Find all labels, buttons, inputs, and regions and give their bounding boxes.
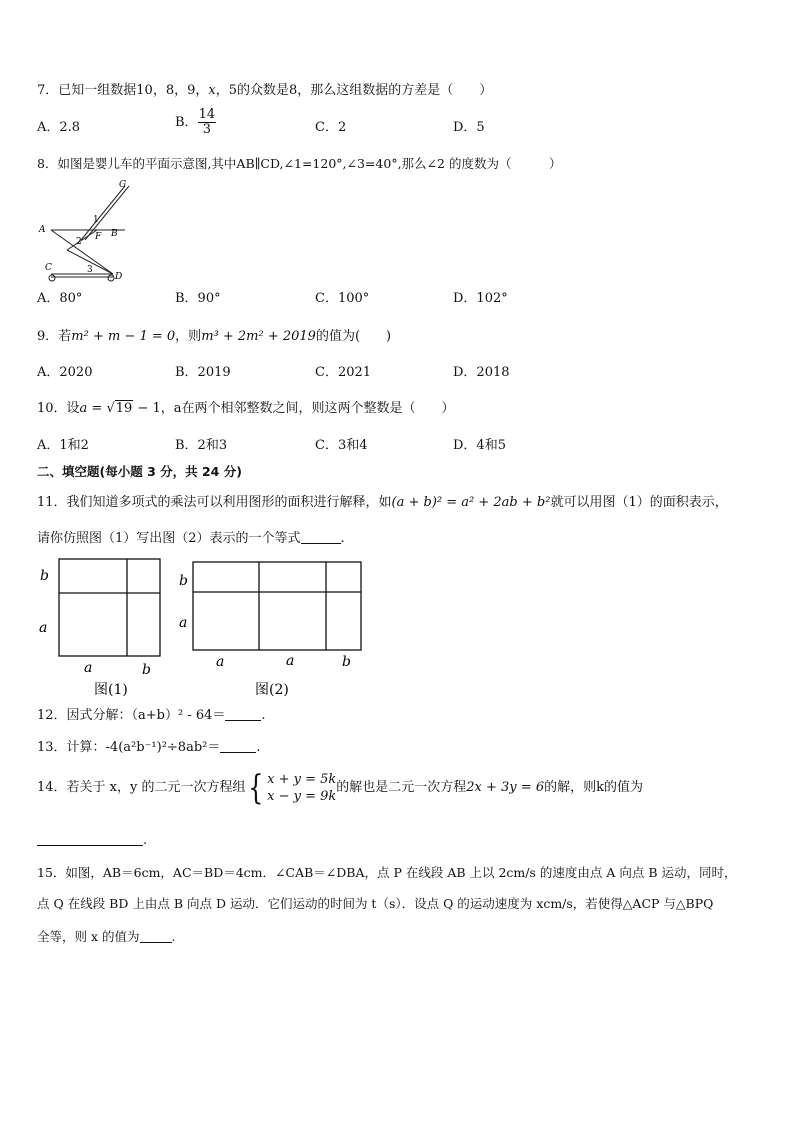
q8-stem: 8．如图是婴儿车的平面示意图,其中AB∥CD,∠1=120°,∠3=40°,那么∠2 的度数为（ ） [37,156,562,171]
q9-option-a: A．2020 [37,365,93,380]
section-fill-in-title: 二、填空题(每小题 3 分，共 24 分) [37,464,242,479]
q10-stem-suffix: ，a在两个相邻整数之间，则这两个整数是（ ） [160,401,455,416]
q14-stem-suffix: 的解，则k的值为 [544,780,643,795]
q14-answer-blank[interactable] [37,833,143,846]
q14-equation-1: x + y = 5k [267,771,337,787]
q15-line2: 点 Q 在线段 BD 上由点 B 向点 D 运动．它们运动的时间为 t（s）．设点 Q 的运动速度为 xcm/s，若使得△ACP 与△BPQ [37,896,714,911]
fig1-label-b-bottom: b [142,662,151,678]
q10-expr-a: a = [79,401,107,416]
q13-stem-text: 13．计算：-4(a²b⁻¹)²÷8ab²＝ [37,740,221,755]
fig2-label-b-bottom: b [342,654,351,670]
fig1-label-b-left: b [40,568,49,584]
q10-option-a: A．1和2 [37,438,89,453]
q14-stem [37,768,643,808]
fig1-label-a-left: a [39,620,48,636]
q12-stem [37,707,266,725]
q11-formula: (a + b)² = a² + 2ab + b² [391,495,551,510]
q9-option-d: D．2018 [453,365,510,380]
q10-option-d: D．4和5 [453,438,506,453]
q8-wheel-d [108,275,114,281]
q7-fraction-denominator: 3 [202,122,211,137]
fig1-outer-rect [59,559,160,656]
q8-line-fd [67,230,97,250]
q8-option-c: C．100° [315,291,370,306]
sqrt-icon: √ [106,401,115,416]
q7-stem-text-2: ，5的众数是8，那么这组数据的方差是（ ） [215,83,493,98]
q8-label-angle-2: 2 [76,237,82,247]
q11-line2-text: 请你仿照图（1）写出图（2）表示的一个等式 [37,531,301,546]
q14-equation-system [267,771,336,805]
q7-option-a: A．2.8 [37,120,81,135]
q7-variable: x [208,83,216,98]
q15-line3 [37,928,175,946]
q8-option-d: D．102° [453,291,508,306]
q14-equation-3: 2x + 3y = 6 [466,780,545,795]
q14-end: . [143,833,148,848]
fig2-label-a-left: a [179,615,188,631]
q7-option-d: D．5 [453,120,485,135]
q13-stem [37,739,261,757]
q11-answer-blank[interactable] [301,531,341,544]
q10-option-c: C．3和4 [315,438,368,453]
q7-option-b-fraction [198,108,217,137]
q11-stem-line1 [37,494,728,512]
q10-sqrt-value: 19 [115,401,133,416]
q15-answer-blank[interactable] [140,930,172,943]
fig2-label-a-bottom-2: a [286,653,295,669]
q10-expr-tail: − 1 [133,401,161,416]
q8-label-g: G [119,180,127,190]
q8-label-d: D [115,272,123,282]
q11-stem-line2 [37,530,345,548]
q11-figure-2 [176,556,366,702]
q8-label-f: F [95,232,102,242]
q8-label-b: B [111,229,118,239]
q14-equation-2: x − y = 9k [267,788,337,804]
q12-end: . [261,708,266,723]
q14-stem-prefix: 14．若关于 x，y 的二元一次方程组 [37,780,246,795]
q8-wheel-c [49,275,55,281]
q8-option-b: B．90° [175,291,221,306]
q8-label-c: C [45,263,52,273]
q11-line2-end: . [340,531,345,546]
q7-option-c: C．2 [315,120,347,135]
q11-figure-1 [37,556,167,702]
q8-line-af [51,230,113,274]
q14-stem-mid: 的解也是二元一次方程 [336,780,467,795]
q8-label-angle-3: 3 [87,265,93,275]
q8-stroller-figure [37,178,137,286]
q7-option-b [175,108,216,137]
q7-stem [37,82,492,100]
q15-line1: 15．如图，AB＝6cm，AC＝BD＝4cm．∠CAB＝∠DBA，点 P 在线段 AB 上以 2cm/s 的速度由点 A 向点 B 运动，同时， [37,865,737,880]
q9-expression: m³ + 2m² + 2019 [201,329,316,344]
q9-equation: m² + m − 1 = 0 [71,329,176,344]
fig1-caption: 图(1) [94,682,128,698]
q8-option-a: A．80° [37,291,83,306]
q9-stem [37,328,391,346]
fig2-caption: 图(2) [255,682,289,698]
q9-option-b: B．2019 [175,365,231,380]
q13-end: . [256,740,261,755]
q7-stem-text: 7．已知一组数据10，8，9， [37,83,209,98]
q9-stem-suffix: 的值为( ) [315,329,392,344]
q13-answer-blank[interactable] [220,740,256,753]
q8-label-angle-1: 1 [93,215,99,225]
q12-stem-text: 12．因式分解：（a+b）² - 64＝ [37,708,226,723]
q11-stem-prefix: 11．我们知道多项式的乘法可以利用图形的面积进行解释，如 [37,495,392,510]
q11-stem-suffix: 就可以用图（1）的面积表示， [550,495,728,510]
q15-line3-prefix: 全等，则 x 的值为 [37,929,140,944]
fig2-outer-rect [193,562,361,650]
q7-option-b-prefix: B． [175,115,198,130]
fig2-label-b-left: b [179,573,188,589]
q8-handle-g [85,186,129,240]
q12-answer-blank[interactable] [225,708,261,721]
q15-line3-end: . [171,929,176,944]
q10-stem-prefix: 10．设 [37,401,80,416]
q14-answer-line [37,832,147,850]
q9-stem-mid: ，则 [175,329,202,344]
q8-handle-g-2 [81,186,125,240]
q10-option-b: B．2和3 [175,438,228,453]
q9-stem-prefix: 9．若 [37,329,72,344]
q7-fraction-numerator: 14 [198,107,216,122]
fig1-label-a-bottom: a [84,660,93,676]
fig2-label-a-bottom-1: a [216,654,225,670]
q9-option-c: C．2021 [315,365,372,380]
brace-icon: { [248,767,264,808]
q8-label-a: A [39,225,46,235]
q10-stem [37,400,455,418]
